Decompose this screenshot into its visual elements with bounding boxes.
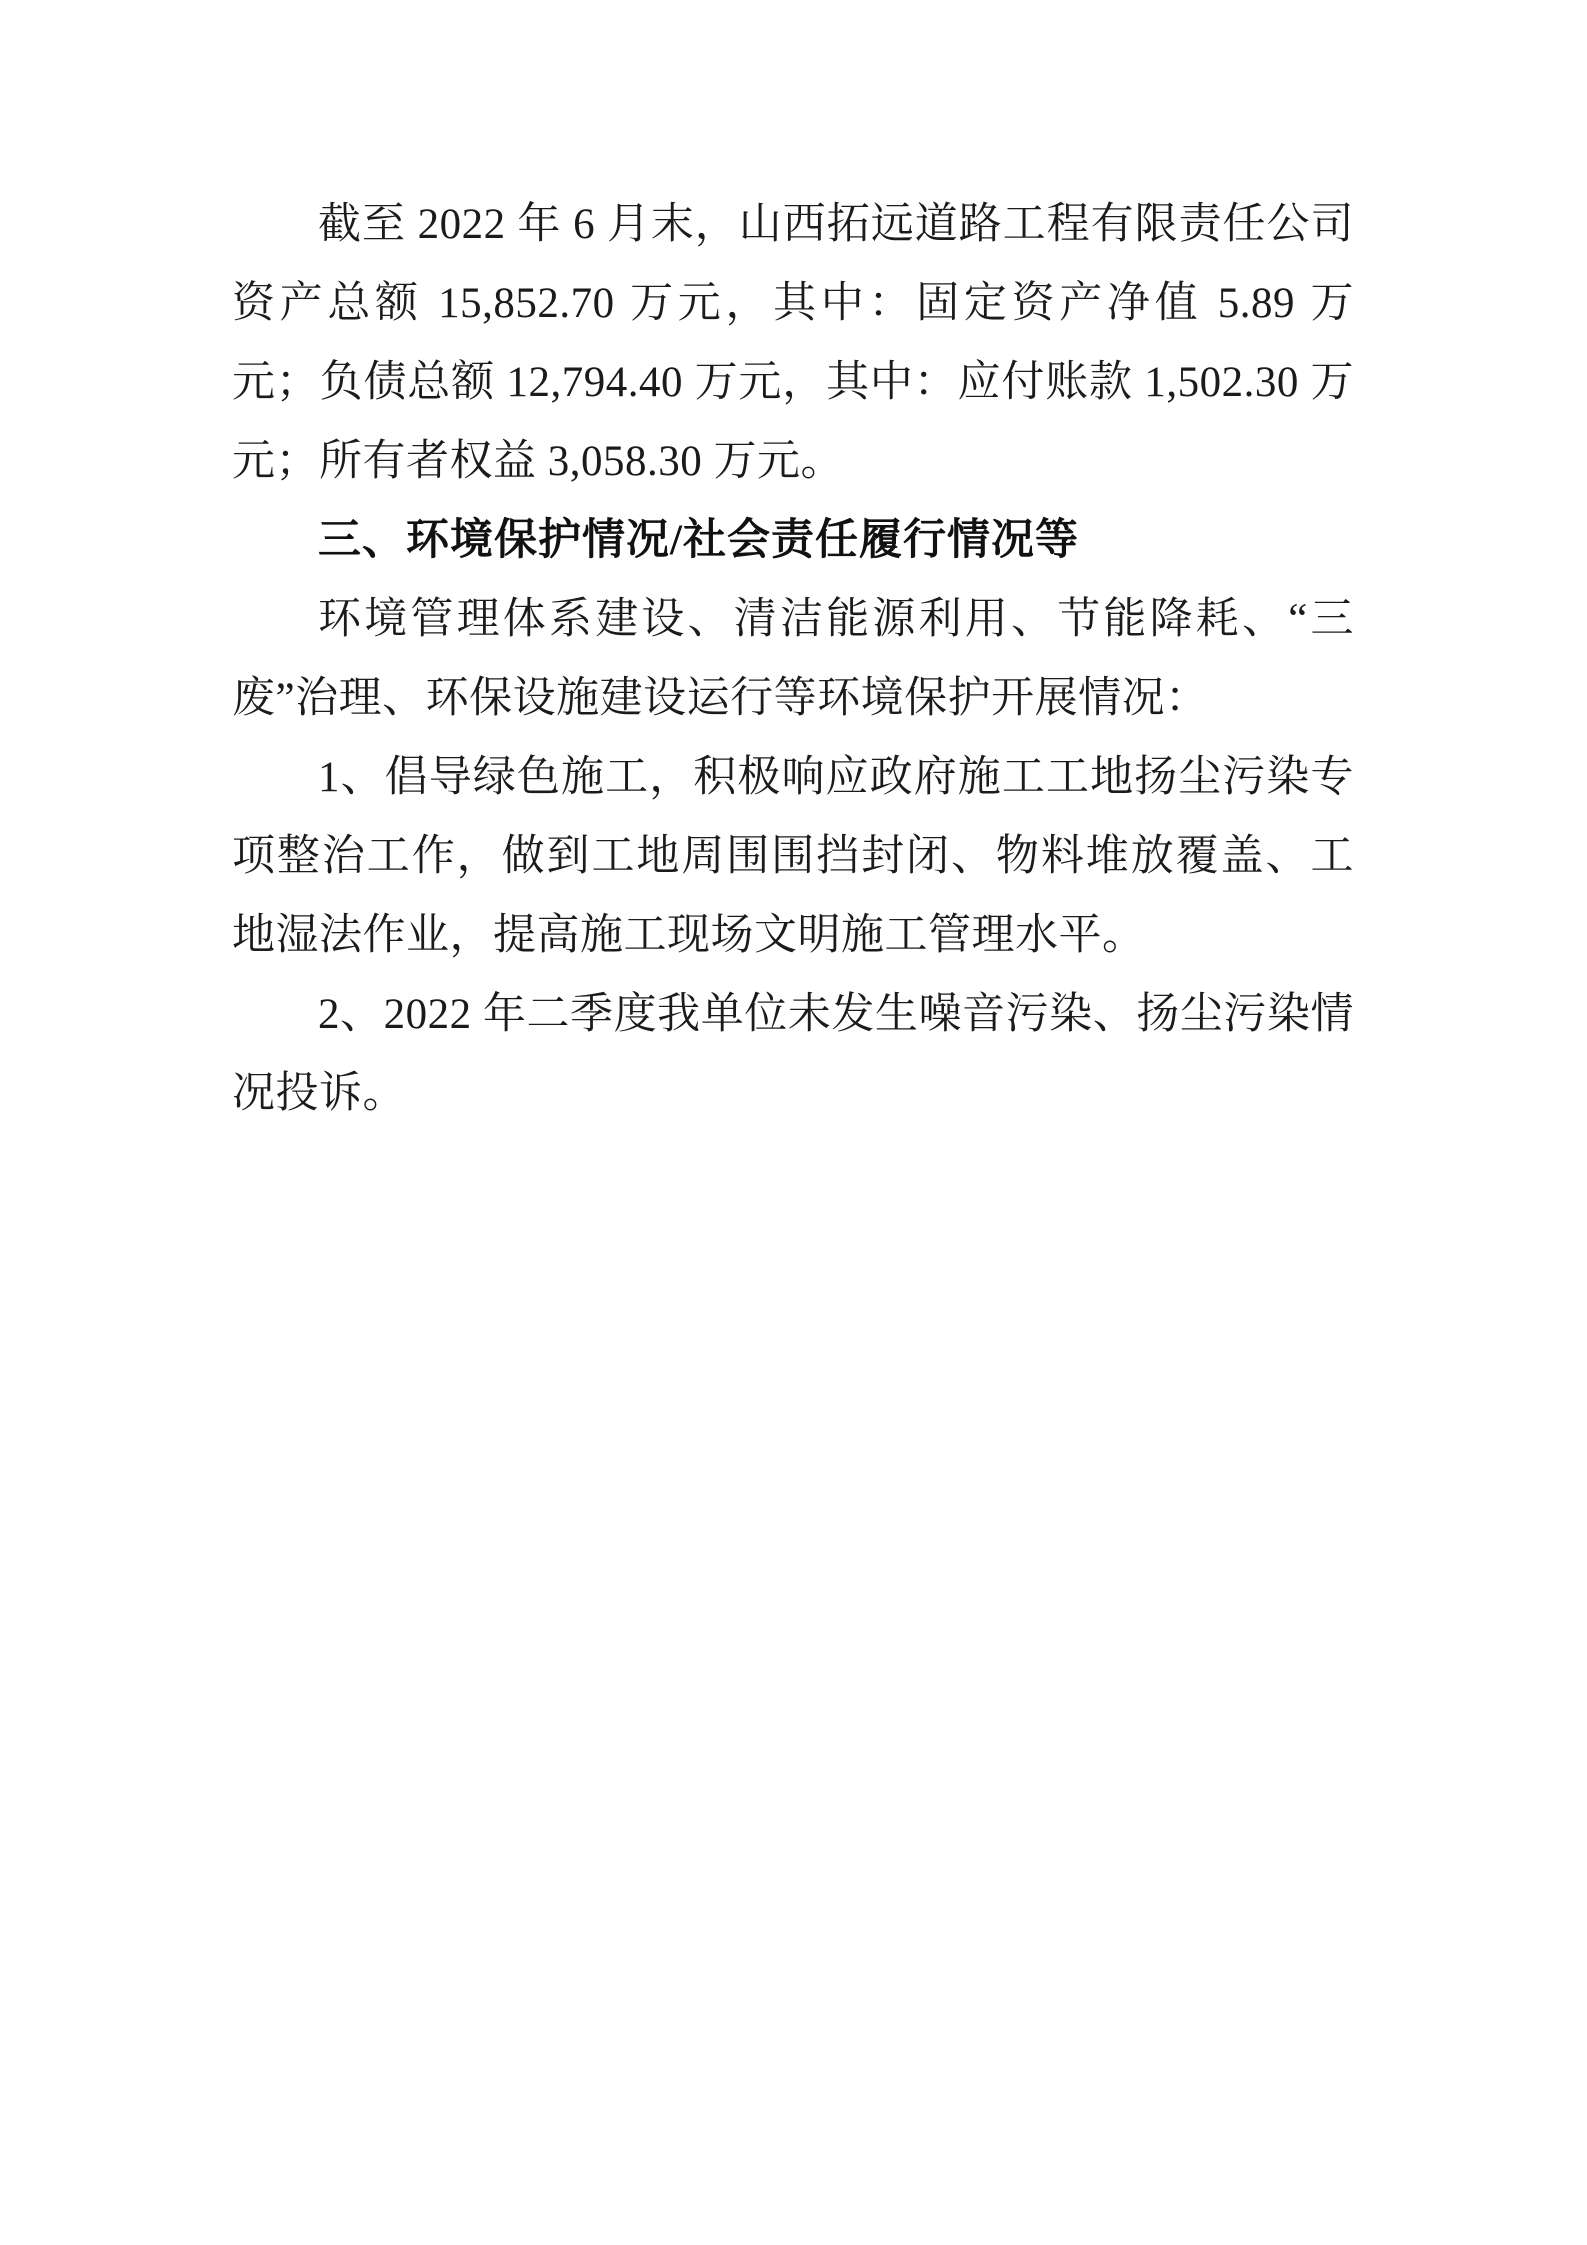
paragraph-environment-overview: 环境管理体系建设、清洁能源利用、节能降耗、“三废”治理、环保设施建设运行等环境保护开展情况： xyxy=(232,596,1354,722)
paragraph-financial-summary: 截至 2022 年 6 月末，山西拓远道路工程有限责任公司资产总额 15,852.70 万元，其中：固定资产净值 5.89 万元；负债总额 12,794.40 万元，其中：应付账款 1,502.30 万元；所有者权益 3,058.30 万元。 xyxy=(232,201,1354,485)
paragraph-item-2: 2、2022 年二季度我单位未发生噪音污染、扬尘污染情况投诉。 xyxy=(232,991,1354,1117)
paragraph-item-1: 1、倡导绿色施工，积极响应政府施工工地扬尘污染专项整治工作，做到工地周围围挡封闭、物料堆放覆盖、工地湿法作业，提高施工现场文明施工管理水平。 xyxy=(232,754,1354,959)
document-body xyxy=(232,185,1354,1133)
section-heading-environment: 三、环境保护情况/社会责任履行情况等 xyxy=(318,517,1079,564)
